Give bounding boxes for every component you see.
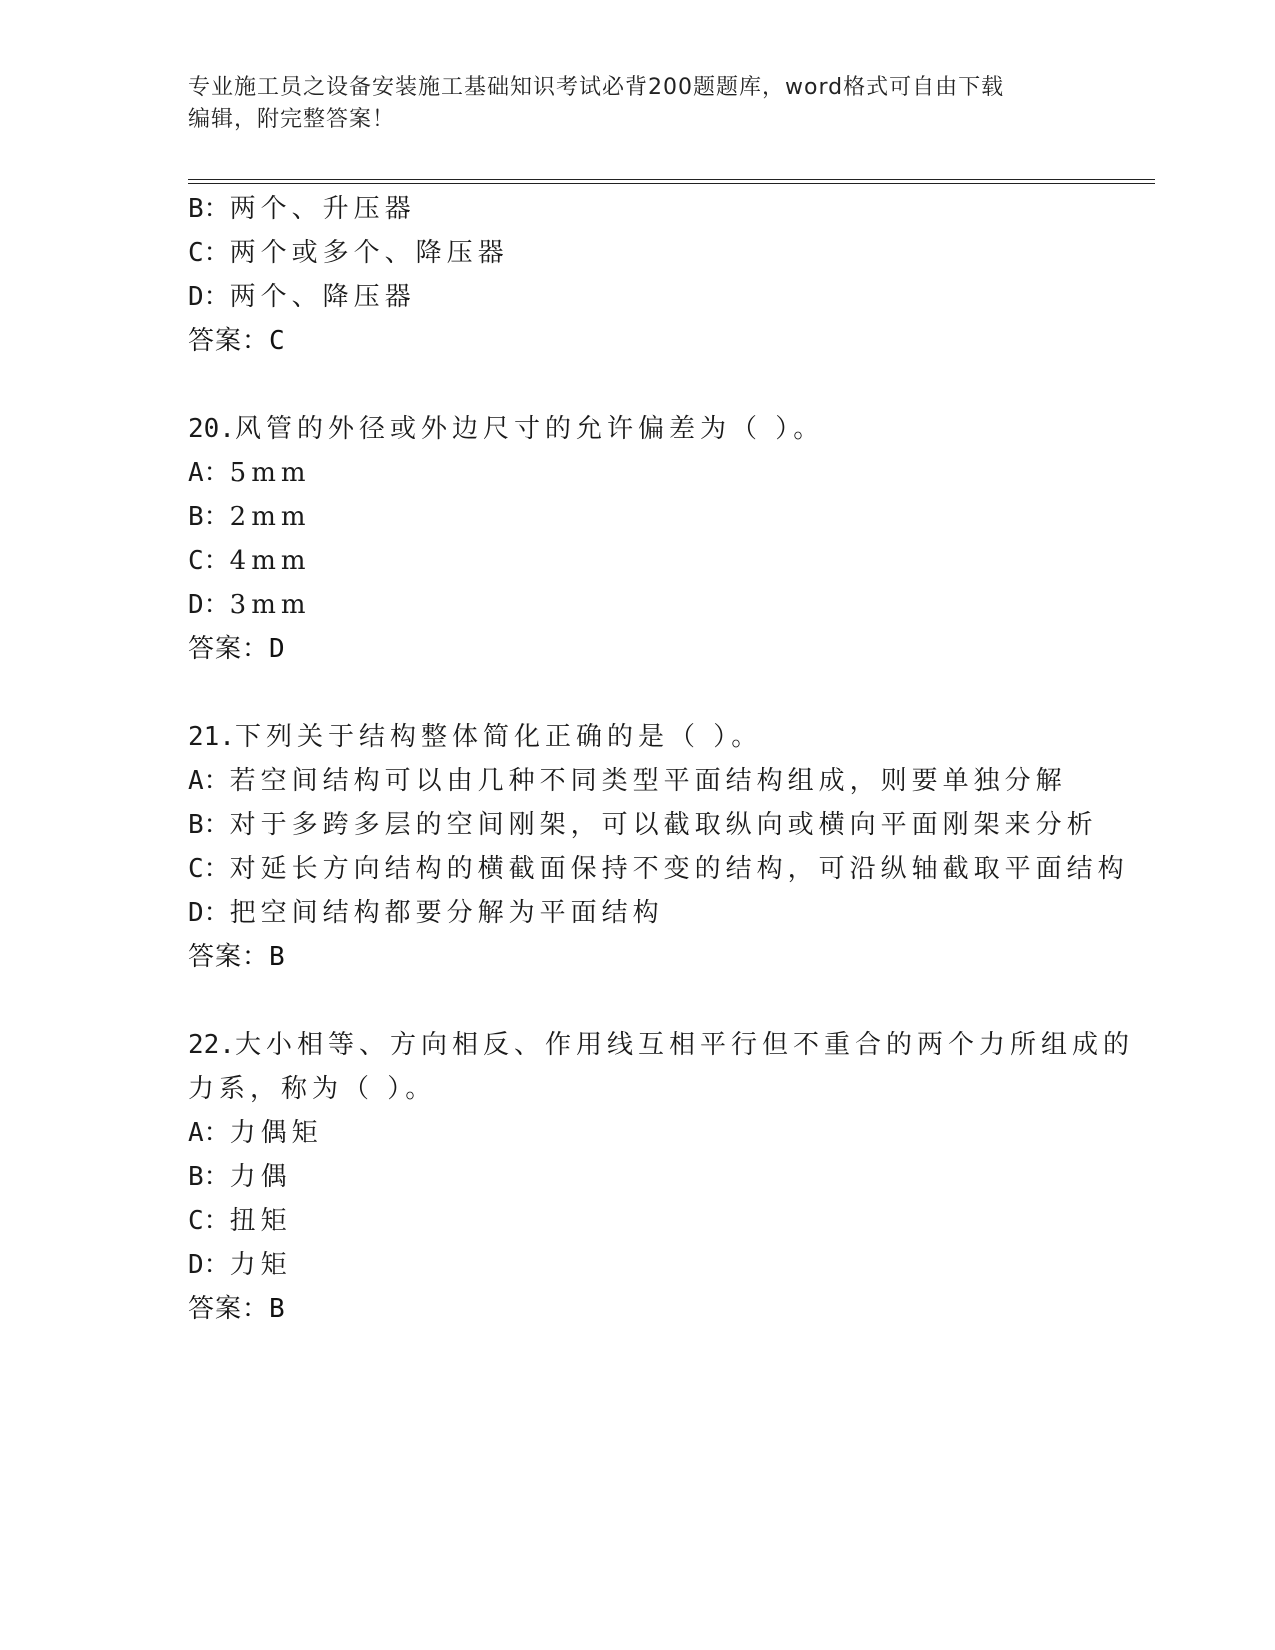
answer-line (188, 632, 286, 666)
option-text: 两个或多个、降压器 (229, 238, 509, 268)
question-text: 大小相等、方向相反、作用线互相平行但不重合的两个力所组成的 (234, 1030, 1134, 1060)
header-divider-top (188, 179, 1155, 180)
question-text: 风管的外径或外边尺寸的允许偏差为（ ）。 (234, 414, 825, 444)
option-text: 4mm (229, 546, 311, 576)
option-c (188, 236, 509, 270)
answer-key: 答案： (188, 1294, 270, 1324)
answer-value: B (269, 1294, 286, 1324)
document-header (188, 72, 1088, 136)
question-stem (188, 412, 824, 446)
option-label: C： (188, 238, 230, 268)
option-text: 两个、降压器 (229, 282, 416, 312)
answer-value: B (269, 942, 286, 972)
option-c (188, 544, 311, 578)
question-text: 下列关于结构整体简化正确的是（ ）。 (234, 722, 763, 752)
option-c (188, 852, 1129, 886)
answer-value: C (269, 326, 286, 356)
option-label: B： (188, 502, 230, 532)
option-text: 把空间结构都要分解为平面结构 (229, 898, 664, 928)
question-text: 力系，称为（ ）。 (188, 1074, 437, 1104)
option-label: C： (188, 546, 230, 576)
option-text: 3mm (229, 590, 311, 620)
option-b (188, 192, 416, 226)
question-stem-continued (188, 1072, 436, 1106)
option-text: 对延长方向结构的横截面保持不变的结构，可沿纵轴截取平面结构 (229, 854, 1129, 884)
option-text: 对于多跨多层的空间刚架，可以截取纵向或横向平面刚架来分析 (229, 810, 1098, 840)
option-text: 力偶 (229, 1162, 292, 1192)
option-label: C： (188, 1206, 230, 1236)
option-label: D： (188, 590, 230, 620)
option-label: B： (188, 1162, 230, 1192)
option-label: D： (188, 282, 230, 312)
option-d (188, 1248, 292, 1282)
option-a (188, 1116, 323, 1150)
option-b (188, 1160, 292, 1194)
option-label: B： (188, 810, 230, 840)
option-c (188, 1204, 292, 1238)
option-label: A： (188, 1118, 230, 1148)
option-label: B： (188, 194, 230, 224)
option-text: 若空间结构可以由几种不同类型平面结构组成，则要单独分解 (229, 766, 1067, 796)
question-number: 20. (188, 414, 235, 444)
question-stem (188, 720, 762, 754)
option-text: 2mm (229, 502, 311, 532)
option-a (188, 456, 311, 490)
option-b (188, 500, 311, 534)
option-text: 两个、升压器 (229, 194, 416, 224)
answer-key: 答案： (188, 942, 270, 972)
answer-value: D (269, 634, 286, 664)
answer-line (188, 324, 286, 358)
option-text: 扭矩 (229, 1206, 292, 1236)
option-a (188, 764, 1067, 798)
answer-key: 答案： (188, 634, 270, 664)
option-label: D： (188, 1250, 230, 1280)
option-text: 5mm (229, 458, 311, 488)
header-line-2: 编辑，附完整答案！ (188, 107, 396, 132)
option-d (188, 588, 311, 622)
option-text: 力偶矩 (229, 1118, 323, 1148)
header-line-1: 专业施工员之设备安装施工基础知识考试必背200题题库，word格式可自由下载 (188, 75, 1005, 100)
answer-line (188, 940, 286, 974)
answer-key: 答案： (188, 326, 270, 356)
option-d (188, 896, 664, 930)
question-number: 21. (188, 722, 235, 752)
header-divider-bottom (188, 183, 1155, 184)
option-label: C： (188, 854, 230, 884)
option-label: D： (188, 898, 230, 928)
option-label: A： (188, 458, 230, 488)
option-d (188, 280, 416, 314)
question-number: 22. (188, 1030, 235, 1060)
question-stem (188, 1028, 1134, 1062)
answer-line (188, 1292, 286, 1326)
option-label: A： (188, 766, 230, 796)
option-b (188, 808, 1098, 842)
option-text: 力矩 (229, 1250, 292, 1280)
